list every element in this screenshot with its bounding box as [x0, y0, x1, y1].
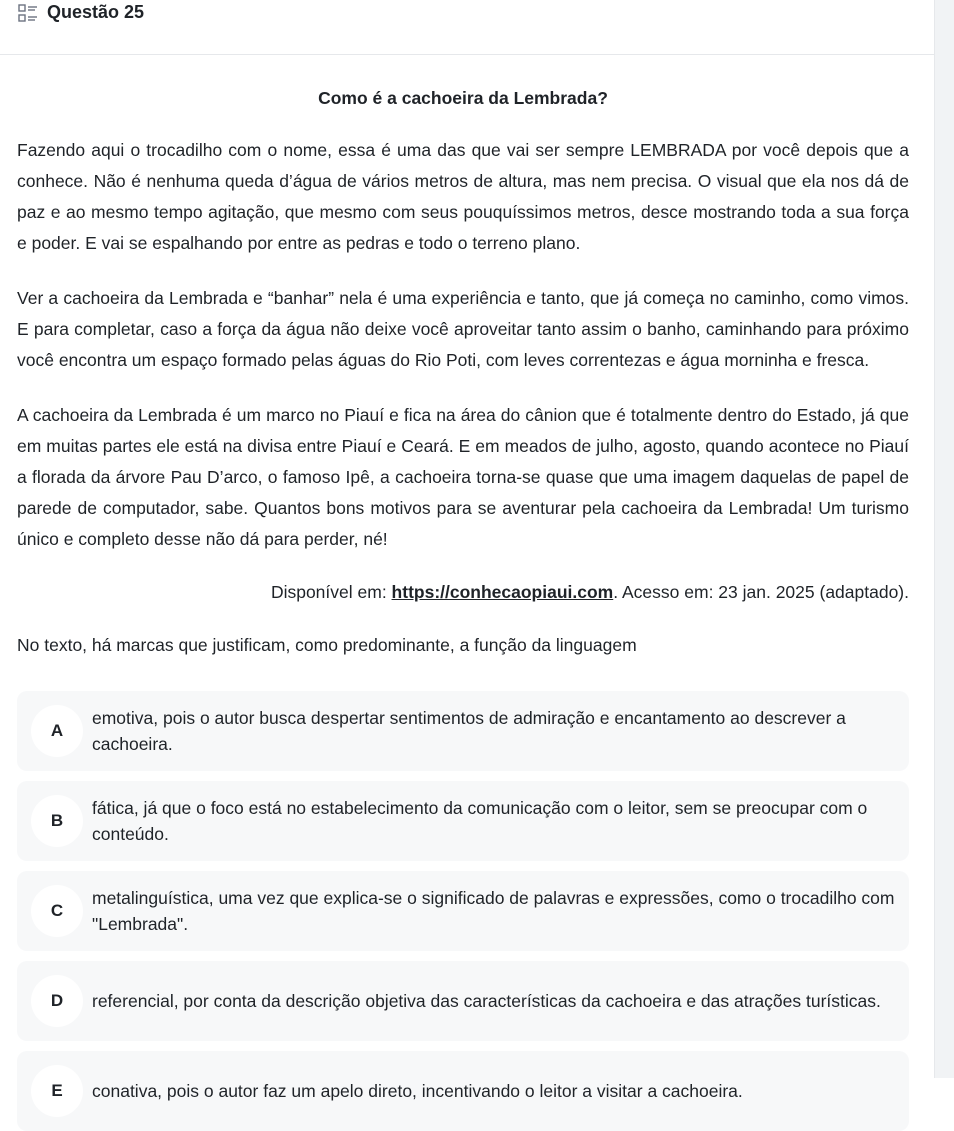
paragraph-1: Fazendo aqui o trocadilho com o nome, essa é uma das que vai ser sempre LEMBRADA por você depois que a conhece. Não é nenhuma queda d’água de vários metros de altura, mas nem precisa. O visual que ela nos dá de paz e ao mesmo tempo agitação, que mesmo com seus pouquíssimos metros, desce mostrando toda a sua força e poder. E vai se espalhando por entre as pedras e todo o terreno plano.: [17, 140, 909, 253]
option-text: metalinguística, uma vez que explica-se o significado de palavras e expressões, como o trocadilho com "Lembrada".: [92, 888, 895, 934]
option-d[interactable]: [17, 961, 909, 1041]
question-number: Questão 25: [47, 2, 145, 22]
answer-options: [17, 691, 909, 1131]
source-citation: [17, 577, 909, 608]
option-c[interactable]: [17, 871, 909, 951]
text-title: Como é a cachoeira da Lembrada?: [318, 88, 608, 108]
option-letter: E: [31, 1065, 83, 1117]
question-body: [0, 88, 935, 1131]
source-link[interactable]: https://conhecaopiaui.com: [391, 582, 614, 602]
source-prefix: Disponível em:: [270, 582, 392, 602]
option-text: emotiva, pois o autor busca despertar sentimentos de admiração e encantamento ao descrever a cachoeira.: [92, 708, 846, 754]
option-letter: A: [31, 705, 83, 757]
option-text: conativa, pois o autor faz um apelo direto, incentivando o leitor a visitar a cachoeira.: [92, 1081, 743, 1101]
option-b[interactable]: [17, 781, 909, 861]
question-prompt: No texto, há marcas que justificam, como predominante, a função da linguagem: [17, 635, 637, 655]
scrollbar[interactable]: [934, 0, 954, 1078]
option-e[interactable]: [17, 1051, 909, 1131]
option-text: referencial, por conta da descrição objetiva das características da cachoeira e das atrações turísticas.: [92, 991, 881, 1011]
option-text: fática, já que o foco está no estabelecimento da comunicação com o leitor, sem se preocupar com o conteúdo.: [92, 798, 868, 844]
option-letter: B: [31, 795, 83, 847]
question-header: [0, 0, 935, 55]
option-a[interactable]: [17, 691, 909, 771]
source-suffix: . Acesso em: 23 jan. 2025 (adaptado).: [613, 582, 909, 602]
list-icon: [18, 4, 38, 22]
paragraph-2: Ver a cachoeira da Lembrada e “banhar” nela é uma experiência e tanto, que já começa no caminho, como vimos. E para completar, caso a força da água não deixe você aproveitar tanto assim o banho, caminhando para próximo você encontra um espaço formado pelas águas do Rio Poti, com leves correntezas e água morninha e fresca.: [17, 288, 909, 370]
paragraph-3: A cachoeira da Lembrada é um marco no Piauí e fica na área do cânion que é totalmente dentro do Estado, já que em muitas partes ele está na divisa entre Piauí e Ceará. E em meados de julho, agosto, quando acontece no Piauí a florada da árvore Pau D’arco, o famoso Ipê, a cachoeira torna-se quase que uma imagem daquelas de papel de parede de computador, sabe. Quantos bons motivos para se aventurar pela cachoeira da Lembrada! Um turismo único e completo desse não dá para perder, né!: [17, 405, 909, 549]
option-letter: D: [31, 975, 83, 1027]
option-letter: C: [31, 885, 83, 937]
